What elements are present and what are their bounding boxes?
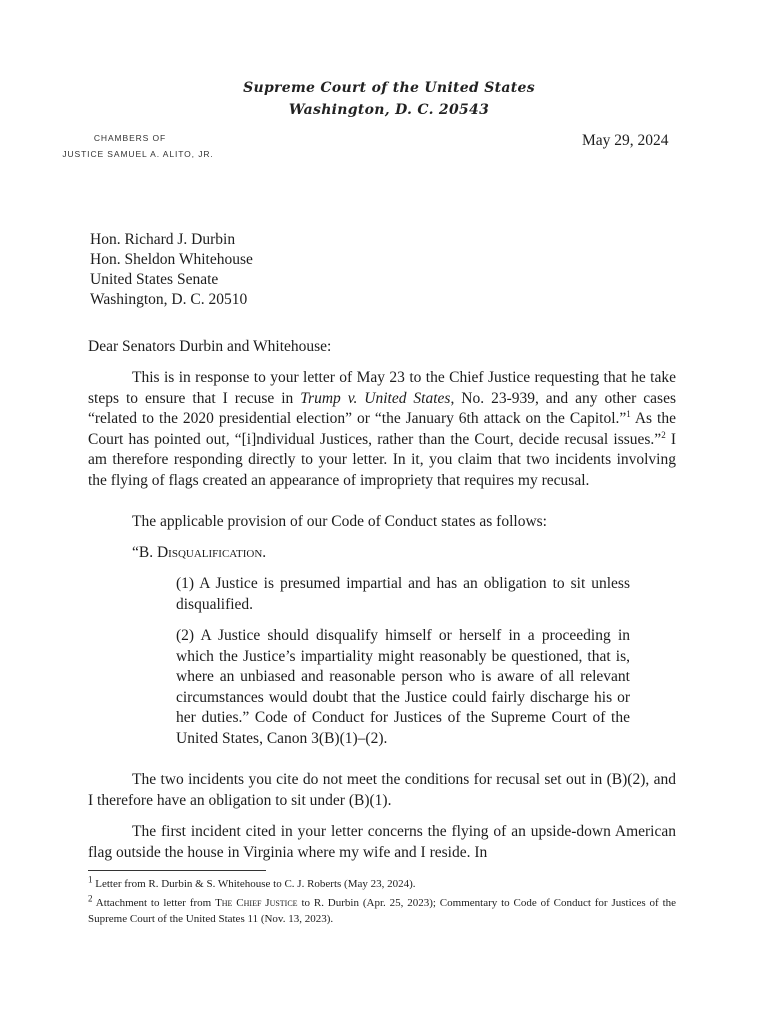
letter-date: May 29, 2024	[582, 132, 669, 149]
footnote-2-part-b: to R. Durbin (Apr. 25, 2023); Commentary to Code of Conduct for Justices of the Supreme Court of the United States 11 (Nov. 13, 2023).	[88, 897, 677, 925]
footnote-2	[88, 893, 677, 927]
para1-part-d: I am therefore responding directly to your letter. In it, you claim that two incidents involving the flying of flags created an appearance of impropriety that requires my recusal.	[88, 430, 677, 489]
footnote-2-number: 2	[88, 893, 93, 904]
recipient-line3: United States Senate	[90, 271, 219, 288]
footnote-divider	[88, 870, 266, 871]
quote-heading-smallcaps: isqualification	[168, 544, 263, 561]
recipient-line2: Hon. Sheldon Whitehouse	[90, 251, 253, 268]
quote-heading-suffix: .	[262, 544, 267, 561]
footnote-2-part-a: Attachment to letter from	[92, 897, 216, 909]
letterhead-line2: Washington, D. C. 20543	[288, 102, 490, 118]
chambers-line1: CHAMBERS OF	[93, 133, 167, 143]
para1-part-c: As the Court has pointed out, “[i]ndividual Justices, rather than the Court, decide recusal issues.”	[88, 410, 676, 448]
footnote-1	[88, 874, 676, 893]
para3-text: The two incidents you cite do not meet the conditions for recusal set out in (B)(2), and I therefore have an obligation to sit under (B)(1).	[88, 771, 676, 809]
quote-item-2: (2) A Justice should disqualify himself or herself in a proceeding in which the Justice’s impartiality might reasonably be questioned, that is, where an unbiased and reasonable person who is aware of all relevant circumstances would doubt that the Justice could fairly discharge his or her duties.” Code of Conduct for Justices of the Supreme Court of the United States, Canon 3(B)(1)–(2).	[176, 627, 630, 747]
footnote-1-text: Letter from R. Durbin & S. Whitehouse to C. J. Roberts (May 23, 2024).	[92, 878, 416, 890]
footnote-ref-1: 1	[626, 409, 631, 420]
recipient-line1: Hon. Richard J. Durbin	[90, 231, 236, 248]
chambers-line2: JUSTICE SAMUEL A. ALITO, JR.	[62, 149, 214, 159]
salutation: Dear Senators Durbin and Whitehouse:	[88, 338, 332, 355]
paragraph-2	[88, 512, 676, 533]
paragraph-3	[88, 770, 676, 811]
recipient-block	[90, 230, 253, 310]
quote-item-1: (1) A Justice is presumed impartial and has an obligation to sit unless disqualified.	[176, 575, 630, 613]
letterhead-line1: Supreme Court of the United States	[243, 80, 535, 96]
case-name: Trump v. United States	[300, 389, 451, 407]
paragraph-1	[88, 368, 676, 492]
para1-part-b: , No. 23-939, and any other cases “related to the 2020 presidential election” or “the January 6th attack on the Capitol.”	[88, 389, 676, 428]
quote-heading-prefix: “B. D	[132, 544, 169, 561]
paragraph-4	[88, 822, 676, 863]
para2-text: The applicable provision of our Code of Conduct states as follows:	[132, 513, 547, 530]
recipient-line4: Washington, D. C. 20510	[90, 291, 248, 308]
quote-heading	[132, 543, 266, 564]
para1-part-a: This is in response to your letter of May 23 to the Chief Justice requesting that he take steps to ensure that I recuse in	[88, 369, 676, 407]
footnote-1-number: 1	[88, 874, 93, 885]
footnote-ref-2: 2	[661, 429, 666, 440]
para4-text: The first incident cited in your letter concerns the flying of an upside-down American flag outside the house in Virginia where my wife and I reside. In	[88, 823, 676, 861]
footnote-2-smallcaps: The Chief Justice	[215, 897, 298, 909]
